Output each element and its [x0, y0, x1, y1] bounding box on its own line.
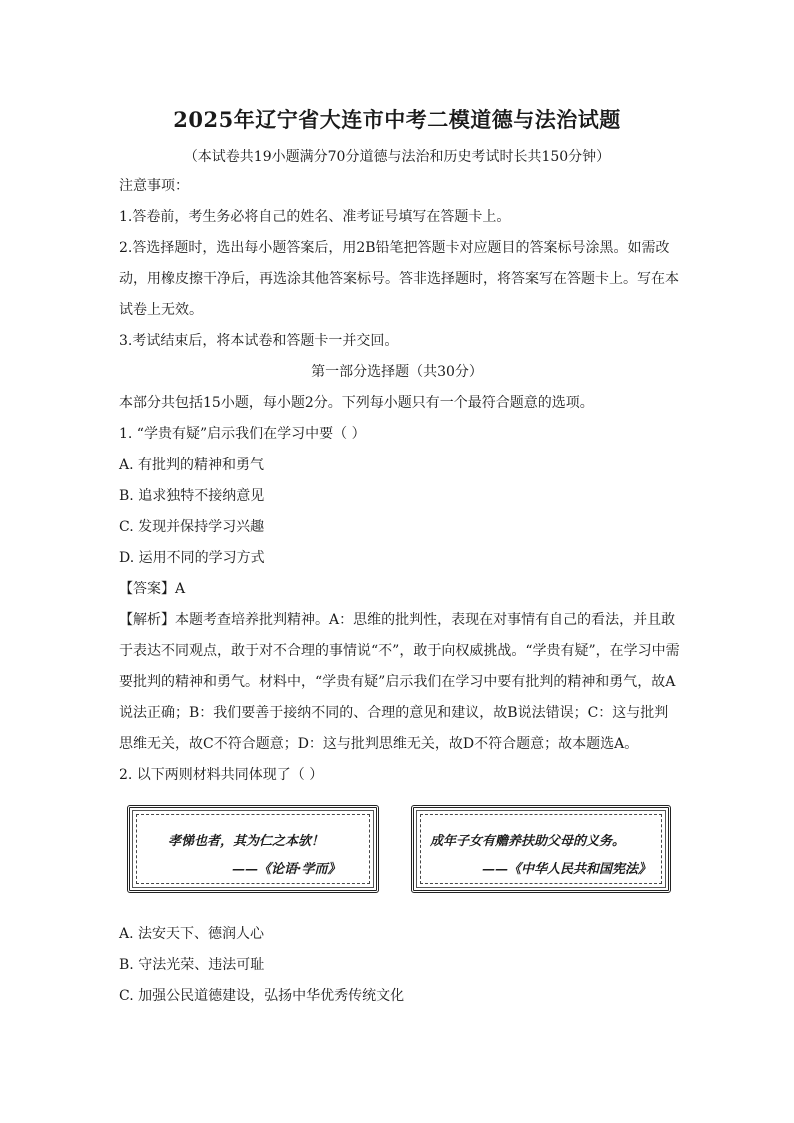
material-box-1-quote: 孝悌也者，其为仁之本欤！	[168, 834, 325, 849]
q1-stem: 1. “学贵有疑”启示我们在学习中要（ ）	[119, 426, 366, 442]
notes-item-2-line-3: 试卷上无效。	[119, 302, 203, 318]
q2-option-c: C. 加强公民道德建设，弘扬中华优秀传统文化	[119, 988, 405, 1004]
notes-item-3: 3.考试结束后，将本试卷和答题卡一并交回。	[119, 333, 399, 349]
page-subtitle: （本试卷共19小题满分70分道德与法治和历史考试时长共150分钟）	[183, 149, 611, 165]
notes-item-2-line-2: 动，用橡皮擦干净后，再选涂其他答案标号。答非选择题时，将答案写在答题卡上。写在本	[119, 271, 679, 287]
q1-analysis-line-3: 要批判的精神和勇气。材料中，“学贵有疑”启示我们在学习中要有批判的精神和勇气，故A	[119, 674, 676, 690]
notes-item-2-line-1: 2.答选择题时，选出每小题答案后，用2B铅笔把答题卡对应题目的答案标号涂黑。如需改	[119, 240, 670, 256]
q2-option-a: A. 法安天下、德润人心	[119, 926, 265, 942]
q1-analysis-line-1: 【解析】本题考查培养批判精神。A：思维的批判性，表现在对事情有自己的看法，并且敢	[119, 612, 676, 628]
material-box-1-source: ——《论语·学而》	[232, 862, 341, 877]
material-box-2-quote: 成年子女有赡养扶助父母的义务。	[430, 834, 626, 849]
q1-option-d: D. 运用不同的学习方式	[119, 550, 265, 566]
q1-analysis-line-4: 说法正确；B：我们要善于接纳不同的、合理的意见和建议，故B说法错误；C：这与批判	[119, 705, 669, 721]
q1-option-c: C. 发现并保持学习兴趣	[119, 519, 265, 535]
q1-analysis-line-2: 于表达不同观点，敢于对不合理的事情说“不”，敢于向权威挑战。“学贵有疑”，在学习中需	[119, 643, 680, 659]
material-box-2-source: ——《中华人民共和国宪法》	[482, 862, 652, 877]
material-box-2	[411, 805, 671, 893]
page-title: 2025年辽宁省大连市中考二模道德与法治试题	[173, 107, 621, 132]
q1-option-b: B. 追求独特不接纳意见	[119, 488, 265, 504]
part1-intro: 本部分共包括15小题，每小题2分。下列每小题只有一个最符合题意的选项。	[119, 395, 594, 411]
q1-analysis-line-5: 思维无关，故C不符合题意；D：这与批判思维无关，故D不符合题意；故本题选A。	[119, 736, 639, 752]
material-box-1	[127, 805, 379, 893]
notes-heading: 注意事项：	[119, 178, 189, 194]
part1-heading: 第一部分选择题（共30分）	[311, 364, 483, 380]
notes-item-1: 1.答卷前，考生务必将自己的姓名、准考证号填写在答题卡上。	[119, 209, 511, 225]
q1-answer: 【答案】A	[119, 581, 186, 597]
q1-option-a: A. 有批判的精神和勇气	[119, 457, 265, 473]
q2-stem: 2. 以下两则材料共同体现了（ ）	[119, 767, 324, 783]
q2-option-b: B. 守法光荣、违法可耻	[119, 957, 265, 973]
